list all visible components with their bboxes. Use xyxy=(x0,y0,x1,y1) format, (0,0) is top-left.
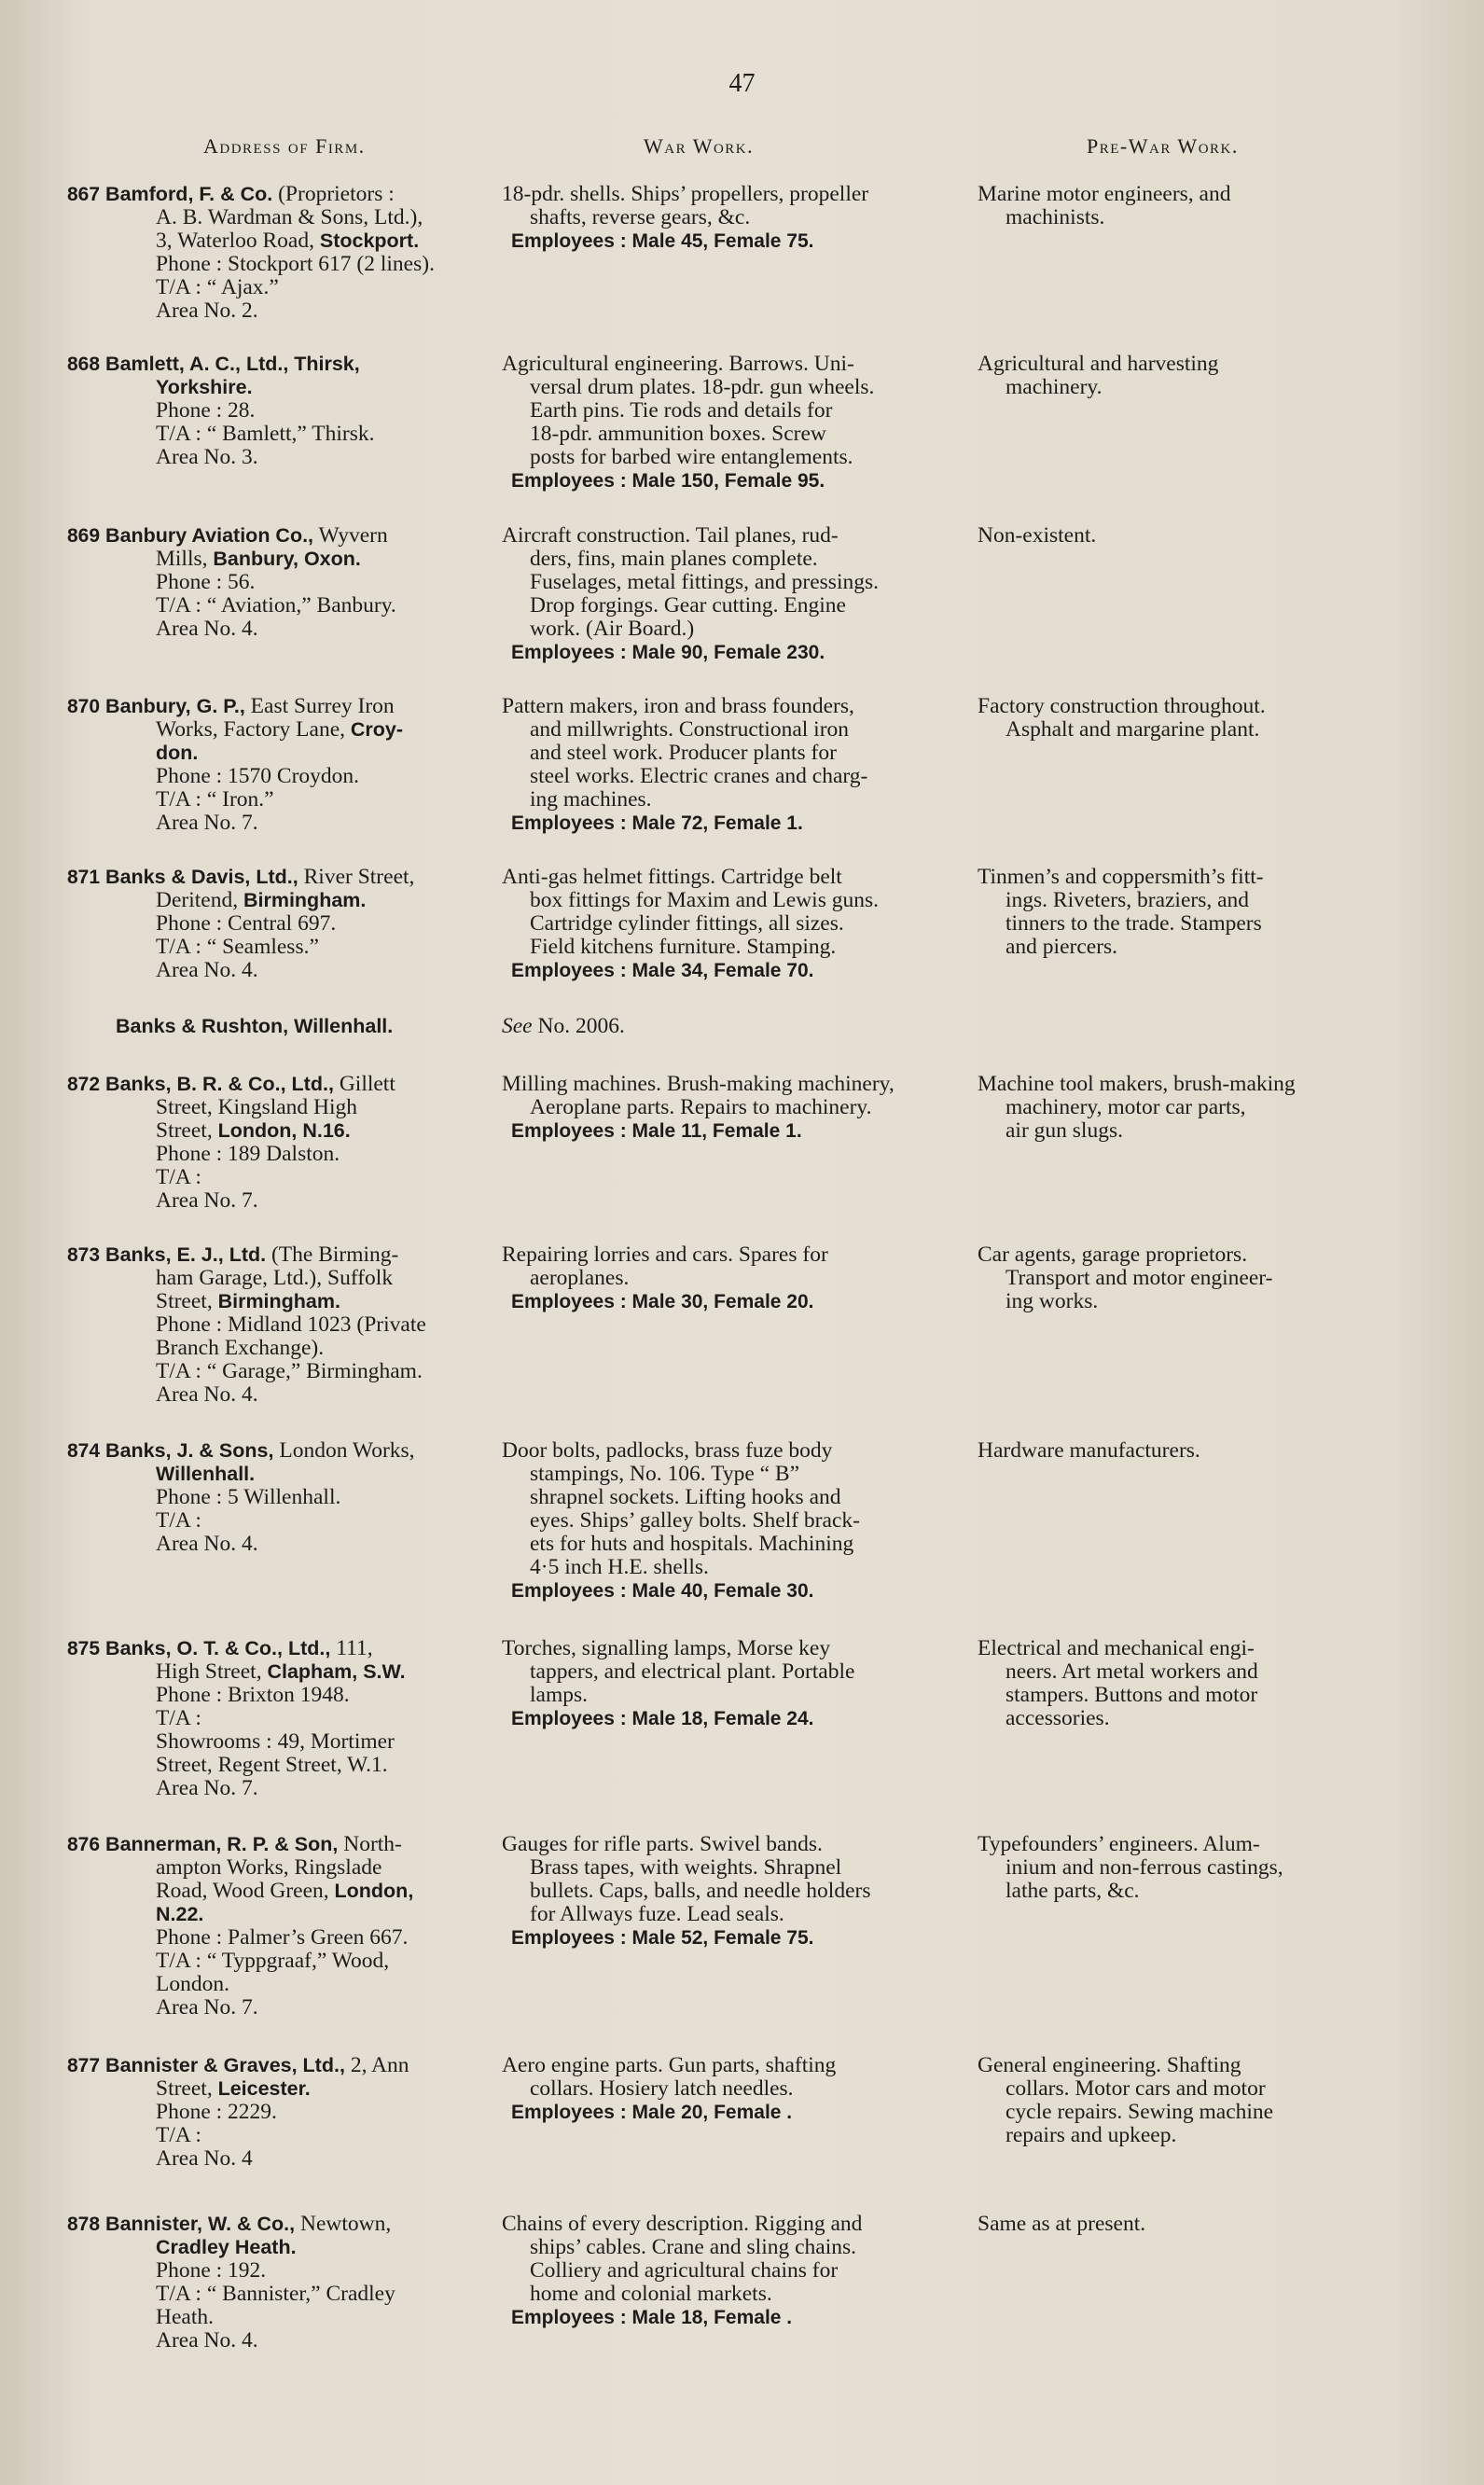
pre-war-line: tinners to the trade. Stampers xyxy=(1006,911,1262,936)
war-work-line: Agricultural engineering. Barrows. Uni- xyxy=(502,352,854,376)
address-line xyxy=(67,2236,496,2259)
address-line xyxy=(67,548,496,571)
contact-line: Area No. 3. xyxy=(156,445,258,469)
war-work-line: lamps. xyxy=(530,1683,589,1707)
firm-name-line xyxy=(67,524,496,548)
firm-name: Bamford, F. & Co. xyxy=(105,183,273,205)
firm-place: Birmingham. xyxy=(217,1290,340,1312)
address-text: Works, Factory Lane, xyxy=(156,717,351,742)
war-work-line: ets for huts and hospitals. Machining xyxy=(530,1532,854,1556)
employees-count: Employees : Male 72, Female 1. xyxy=(511,812,803,834)
pre-war-line: air gun slugs. xyxy=(1006,1118,1123,1143)
contact-line: Showrooms : 49, Mortimer xyxy=(156,1729,395,1754)
address-line xyxy=(67,1660,496,1684)
contact-line: Heath. xyxy=(156,2305,214,2329)
pre-war-line: Electrical and mechanical engi- xyxy=(978,1636,1255,1660)
employees-count: Employees : Male 45, Female 75. xyxy=(511,230,814,252)
war-work xyxy=(502,1243,959,1313)
firm-address xyxy=(67,1637,496,1800)
war-work-line: Cartridge cylinder fittings, all sizes. xyxy=(530,911,844,936)
war-work-line: steel works. Electric cranes and charg- xyxy=(530,764,868,788)
firm-address xyxy=(67,524,496,641)
firm-place: don. xyxy=(156,742,199,764)
firm-name: Bamlett, A. C., Ltd., xyxy=(105,353,289,375)
contact-line: Phone : Palmer’s Green 667. xyxy=(156,1925,409,1950)
pre-war-line: machinists. xyxy=(1006,205,1105,229)
employees-count: Employees : Male 20, Female . xyxy=(511,2102,793,2123)
firm-address-text: 2, Ann xyxy=(344,2053,409,2077)
pre-war-work xyxy=(978,1439,1369,1463)
firm-name: Banks, B. R. & Co., Ltd., xyxy=(105,1073,334,1095)
war-work-line: ing machines. xyxy=(530,787,652,812)
war-work-line: home and colonial markets. xyxy=(530,2282,772,2306)
contact-line: Phone : 56. xyxy=(156,570,256,594)
war-work-line: eyes. Ships’ galley bolts. Shelf brack- xyxy=(530,1508,860,1533)
pre-war-line: Hardware manufacturers. xyxy=(978,1438,1200,1463)
contact-line: Phone : Stockport 617 (2 lines). xyxy=(156,252,435,276)
firm-number: 876 xyxy=(67,1834,101,1855)
firm-number: 877 xyxy=(67,2055,101,2076)
header-pre-war-work: Pre-War Work. xyxy=(1087,134,1239,158)
war-work-line: and millwrights. Constructional iron xyxy=(530,717,850,742)
pre-war-line: collars. Motor cars and motor xyxy=(1006,2076,1266,2101)
address-text: Deritend, xyxy=(156,888,243,912)
war-work-line: 18-pdr. shells. Ships’ propellers, propeller xyxy=(502,182,869,206)
pre-war-line: repairs and upkeep. xyxy=(1006,2123,1177,2147)
contact-line: Phone : Brixton 1948. xyxy=(156,1683,350,1707)
war-work xyxy=(502,353,959,493)
contact-line: Phone : 189 Dalston. xyxy=(156,1142,340,1166)
contact-line: T/A : “ Garage,” Birmingham. xyxy=(156,1359,423,1383)
address-text: Mills, xyxy=(156,547,214,571)
pre-war-line: neers. Art metal workers and xyxy=(1006,1659,1258,1684)
address-text: 3, Waterloo Road, xyxy=(156,229,320,253)
pre-war-line: and piercers. xyxy=(1006,935,1118,959)
pre-war-work xyxy=(978,695,1369,742)
see-label: See xyxy=(502,1014,533,1038)
pre-war-line: Tinmen’s and coppersmith’s fitt- xyxy=(978,865,1264,889)
address-line xyxy=(67,2077,496,2101)
war-work-line: ships’ cables. Crane and sling chains. xyxy=(530,2235,857,2259)
firm-name-line xyxy=(67,1833,496,1856)
war-work-line: Brass tapes, with weights. Shrapnel xyxy=(530,1855,842,1880)
employees-count: Employees : Male 18, Female 24. xyxy=(511,1708,814,1729)
firm-name: Bannister, W. & Co., xyxy=(105,2213,296,2235)
pre-war-line: Typefounders’ engineers. Alum- xyxy=(978,1832,1260,1856)
firm-address-text: Wyvern xyxy=(313,523,388,548)
address-line xyxy=(67,1290,496,1313)
address-line: A. B. Wardman & Sons, Ltd.), xyxy=(156,205,423,229)
contact-line: Area No. 7. xyxy=(156,1188,258,1213)
firm-address xyxy=(67,695,496,835)
contact-line: T/A : xyxy=(156,1165,201,1189)
employees-count: Employees : Male 150, Female 95. xyxy=(511,470,825,492)
address-text: Road, Wood Green, xyxy=(156,1879,335,1903)
pre-war-line: ing works. xyxy=(1006,1289,1099,1313)
pre-war-line: General engineering. Shafting xyxy=(978,2053,1241,2077)
pre-war-work xyxy=(978,1637,1369,1730)
employees-count: Employees : Male 30, Female 20. xyxy=(511,1291,814,1312)
war-work-line: Drop forgings. Gear cutting. Engine xyxy=(530,593,846,618)
war-work-line: Earth pins. Tie rods and details for xyxy=(530,398,833,423)
war-work-line: Field kitchens furniture. Stamping. xyxy=(530,935,837,959)
address-line xyxy=(67,1903,496,1926)
war-work xyxy=(502,183,959,253)
pre-war-line: inium and non-ferrous castings, xyxy=(1006,1855,1283,1880)
firm-name-line xyxy=(67,1073,496,1096)
war-work xyxy=(502,695,959,835)
firm-name-line xyxy=(67,695,496,718)
firm-name: Bannister & Graves, Ltd., xyxy=(105,2054,345,2076)
war-work xyxy=(502,2213,959,2329)
contact-line: T/A : “ Bamlett,” Thirsk. xyxy=(156,422,375,446)
war-work-line: Fuselages, metal fittings, and pressings. xyxy=(530,570,879,594)
war-work-line: Repairing lorries and cars. Spares for xyxy=(502,1242,828,1267)
contact-line: Phone : 2229. xyxy=(156,2100,277,2124)
firm-place: Willenhall. xyxy=(156,1463,256,1485)
war-work-line: stampings, No. 106. Type “ B” xyxy=(530,1462,800,1486)
contact-line: T/A : “ Typpgraaf,” Wood, xyxy=(156,1949,390,1973)
war-work-line: shafts, reverse gears, &c. xyxy=(530,205,751,229)
war-work-line: Anti-gas helmet fittings. Cartridge belt xyxy=(502,865,842,889)
pre-war-line: stampers. Buttons and motor xyxy=(1006,1683,1258,1707)
war-work-line: Door bolts, padlocks, brass fuze body xyxy=(502,1438,833,1463)
firm-name-line xyxy=(67,1637,496,1660)
war-work-line: Chains of every description. Rigging and xyxy=(502,2212,863,2236)
firm-address-text: Gillett xyxy=(333,1072,395,1096)
firm-address-text: London Works, xyxy=(273,1438,415,1463)
firm-name-line xyxy=(67,1243,496,1267)
war-work xyxy=(502,1439,959,1603)
pre-war-line: machinery, motor car parts, xyxy=(1006,1095,1246,1119)
war-work xyxy=(502,866,959,982)
contact-line: Branch Exchange). xyxy=(156,1336,325,1360)
firm-address xyxy=(67,1015,496,1038)
firm-name: Banks & Rushton, Willenhall. xyxy=(116,1015,394,1037)
war-work-line: box fittings for Maxim and Lewis guns. xyxy=(530,888,880,912)
firm-name-line xyxy=(67,2054,496,2077)
firm-address xyxy=(67,1073,496,1213)
firm-address xyxy=(67,1439,496,1556)
address-text: High Street, xyxy=(156,1659,268,1684)
war-work-line: Torches, signalling lamps, Morse key xyxy=(502,1636,831,1660)
firm-address xyxy=(67,1833,496,2020)
firm-place: London, N.16. xyxy=(217,1119,351,1142)
pre-war-work xyxy=(978,2054,1369,2147)
address-line xyxy=(67,718,496,742)
employees-count: Employees : Male 52, Female 75. xyxy=(511,1927,814,1949)
contact-line: Area No. 7. xyxy=(156,1995,258,2020)
firm-address xyxy=(67,2054,496,2171)
firm-place: Cradley Heath. xyxy=(156,2236,297,2258)
pre-war-line: lathe parts, &c. xyxy=(1006,1879,1140,1903)
war-work-line: Pattern makers, iron and brass founders, xyxy=(502,694,854,718)
firm-address xyxy=(67,1243,496,1407)
war-work-line: Aero engine parts. Gun parts, shafting xyxy=(502,2053,837,2077)
firm-address-text: Newtown, xyxy=(295,2212,392,2236)
pre-war-work xyxy=(978,183,1369,229)
war-work xyxy=(502,524,959,664)
pre-war-line: ings. Riveters, braziers, and xyxy=(1006,888,1250,912)
war-work xyxy=(502,1073,959,1143)
firm-name-line xyxy=(67,866,496,889)
contact-line: Phone : 28. xyxy=(156,398,256,423)
contact-line: Phone : 1570 Croydon. xyxy=(156,764,360,788)
contact-line: T/A : xyxy=(156,1508,201,1533)
war-work-line: 18-pdr. ammunition boxes. Screw xyxy=(530,422,826,446)
address-line: ampton Works, Ringslade xyxy=(156,1855,382,1880)
firm-address xyxy=(67,866,496,982)
firm-number: 875 xyxy=(67,1638,101,1659)
firm-place: Leicester. xyxy=(217,2077,311,2100)
cross-reference xyxy=(502,1015,959,1038)
contact-line: Area No. 4. xyxy=(156,1382,258,1407)
war-work-line: aeroplanes. xyxy=(530,1266,630,1290)
firm-name-line xyxy=(67,353,496,376)
header-war-work: War Work. xyxy=(644,134,755,158)
firm-name-line xyxy=(67,183,496,206)
pre-war-line: cycle repairs. Sewing machine xyxy=(1006,2100,1274,2124)
address-line xyxy=(67,889,496,912)
contact-line: London. xyxy=(156,1972,229,1996)
firm-name: Bannerman, R. P. & Son, xyxy=(105,1833,339,1855)
address-line xyxy=(67,742,496,765)
firm-address xyxy=(67,183,496,323)
contact-line: Area No. 4 xyxy=(156,2146,253,2171)
war-work-line: shrapnel sockets. Lifting hooks and xyxy=(530,1485,841,1509)
firm-name: Banks, E. J., Ltd. xyxy=(105,1243,267,1266)
war-work-line: bullets. Caps, balls, and needle holders xyxy=(530,1879,871,1903)
firm-name: Banbury Aviation Co., xyxy=(105,524,314,547)
address-text: Street, xyxy=(156,1118,218,1143)
pre-war-line: Same as at present. xyxy=(978,2212,1146,2236)
firm-number: 867 xyxy=(67,184,101,205)
firm-place: Birmingham. xyxy=(243,889,367,911)
employees-count: Employees : Male 34, Female 70. xyxy=(511,960,814,981)
firm-name: Banks, O. T. & Co., Ltd., xyxy=(105,1637,331,1659)
contact-line: Street, Regent Street, W.1. xyxy=(156,1753,388,1777)
address-text: Street, xyxy=(156,1289,218,1313)
pre-war-work xyxy=(978,1073,1369,1143)
war-work-line: Milling machines. Brush-making machinery, xyxy=(502,1072,895,1096)
firm-number: 868 xyxy=(67,354,101,375)
contact-line: T/A : “ Aviation,” Banbury. xyxy=(156,593,396,618)
firm-place: Croy- xyxy=(350,718,404,741)
war-work xyxy=(502,1637,959,1730)
contact-line: Area No. 4. xyxy=(156,1532,258,1556)
pre-war-line: Agricultural and harvesting xyxy=(978,352,1219,376)
employees-count: Employees : Male 40, Female 30. xyxy=(511,1580,814,1602)
page-number: 47 xyxy=(728,69,756,98)
pre-war-work xyxy=(978,1243,1369,1313)
war-work-line: and steel work. Producer plants for xyxy=(530,741,837,765)
firm-address-text: (Proprietors : xyxy=(272,182,395,206)
firm-number: 873 xyxy=(67,1244,101,1266)
pre-war-work xyxy=(978,524,1369,548)
contact-line: T/A : “ Ajax.” xyxy=(156,275,279,299)
firm-place: N.22. xyxy=(156,1903,204,1925)
firm-name: Banbury, G. P., xyxy=(105,695,245,717)
firm-name: Banks & Davis, Ltd., xyxy=(105,866,298,888)
pre-war-work xyxy=(978,866,1369,959)
firm-address-text: East Surrey Iron xyxy=(244,694,395,718)
firm-address-text: River Street, xyxy=(298,865,415,889)
pre-war-work xyxy=(978,2213,1369,2236)
pre-war-line: Marine motor engineers, and xyxy=(978,182,1231,206)
war-work xyxy=(502,2054,959,2124)
war-work-line: Aeroplane parts. Repairs to machinery. xyxy=(530,1095,872,1119)
war-work-line: Aircraft construction. Tail planes, rud- xyxy=(502,523,839,548)
contact-line: Area No. 7. xyxy=(156,1776,258,1800)
contact-line: Area No. 4. xyxy=(156,958,258,982)
firm-number: 870 xyxy=(67,696,101,717)
firm-place: Stockport. xyxy=(319,229,420,252)
firm-name-line xyxy=(67,2213,496,2236)
address-line xyxy=(67,376,496,399)
war-work-line: posts for barbed wire entanglements. xyxy=(530,445,853,469)
pre-war-line: Machine tool makers, brush-making xyxy=(978,1072,1296,1096)
war-work-line: tappers, and electrical plant. Portable xyxy=(530,1659,855,1684)
firm-place: Thirsk, xyxy=(294,353,360,375)
war-work xyxy=(502,1833,959,1950)
contact-line: Phone : Midland 1023 (Private xyxy=(156,1312,426,1337)
see-number: No. 2006. xyxy=(532,1014,625,1038)
firm-number: 874 xyxy=(67,1440,101,1462)
contact-line: Area No. 7. xyxy=(156,811,258,835)
employees-count: Employees : Male 11, Female 1. xyxy=(511,1120,802,1142)
contact-line: T/A : “ Seamless.” xyxy=(156,935,319,959)
war-work-line: collars. Hosiery latch needles. xyxy=(530,2076,794,2101)
contact-line: Area No. 4. xyxy=(156,617,258,641)
address-line xyxy=(67,229,496,253)
firm-number: 878 xyxy=(67,2214,101,2235)
firm-address xyxy=(67,353,496,469)
pre-war-line: Factory construction throughout. xyxy=(978,694,1266,718)
address-line: ham Garage, Ltd.), Suffolk xyxy=(156,1266,394,1290)
war-work-line: ders, fins, main planes complete. xyxy=(530,547,818,571)
address-line xyxy=(67,1119,496,1143)
firm-place: Yorkshire. xyxy=(156,376,253,398)
firm-number: 869 xyxy=(67,525,101,547)
contact-line: Phone : Central 697. xyxy=(156,911,337,936)
contact-line: T/A : xyxy=(156,1706,201,1730)
firm-number: 871 xyxy=(67,867,101,888)
pre-war-line: accessories. xyxy=(1006,1706,1110,1730)
contact-line: Phone : 5 Willenhall. xyxy=(156,1485,341,1509)
pre-war-line: Non-existent. xyxy=(978,523,1097,548)
address-line xyxy=(67,1880,496,1903)
pre-war-line: machinery. xyxy=(1006,375,1103,399)
firm-name-line xyxy=(67,1439,496,1463)
firm-address-text: (The Birming- xyxy=(266,1242,399,1267)
firm-number: 872 xyxy=(67,1074,101,1095)
address-text: Street, xyxy=(156,2076,218,2101)
firm-address-text: 111, xyxy=(330,1636,373,1660)
war-work-line: for Allways fuze. Lead seals. xyxy=(530,1902,784,1926)
war-work-line: Colliery and agricultural chains for xyxy=(530,2258,839,2283)
firm-name-line xyxy=(67,1015,496,1038)
contact-line: Phone : 192. xyxy=(156,2258,267,2283)
war-work-line: versal drum plates. 18-pdr. gun wheels. xyxy=(530,375,875,399)
pre-war-line: Car agents, garage proprietors. xyxy=(978,1242,1248,1267)
contact-line: Area No. 2. xyxy=(156,298,258,323)
contact-line: T/A : xyxy=(156,2123,201,2147)
pre-war-line: Transport and motor engineer- xyxy=(1006,1266,1273,1290)
war-work-line: work. (Air Board.) xyxy=(530,617,695,641)
pre-war-line: Asphalt and margarine plant. xyxy=(1006,717,1260,742)
firm-name: Banks, J. & Sons, xyxy=(105,1439,274,1462)
war-work xyxy=(502,1015,959,1038)
contact-line: Area No. 4. xyxy=(156,2328,258,2353)
firm-place: Banbury, Oxon. xyxy=(213,548,361,570)
header-address: Address of Firm. xyxy=(203,134,366,158)
pre-war-work xyxy=(978,353,1369,399)
employees-count: Employees : Male 90, Female 230. xyxy=(511,642,825,663)
contact-line: T/A : “ Bannister,” Cradley xyxy=(156,2282,395,2306)
war-work-line: Gauges for rifle parts. Swivel bands. xyxy=(502,1832,823,1856)
address-line xyxy=(67,1463,496,1486)
address-line: Street, Kingsland High xyxy=(156,1095,358,1119)
pre-war-work xyxy=(978,1833,1369,1903)
firm-address xyxy=(67,2213,496,2353)
firm-place: Clapham, S.W. xyxy=(267,1660,406,1683)
contact-line: T/A : “ Iron.” xyxy=(156,787,274,812)
employees-count: Employees : Male 18, Female . xyxy=(511,2307,793,2328)
war-work-line: 4·5 inch H.E. shells. xyxy=(530,1555,709,1579)
firm-address-text: North- xyxy=(338,1832,402,1856)
firm-place: London, xyxy=(334,1880,414,1902)
